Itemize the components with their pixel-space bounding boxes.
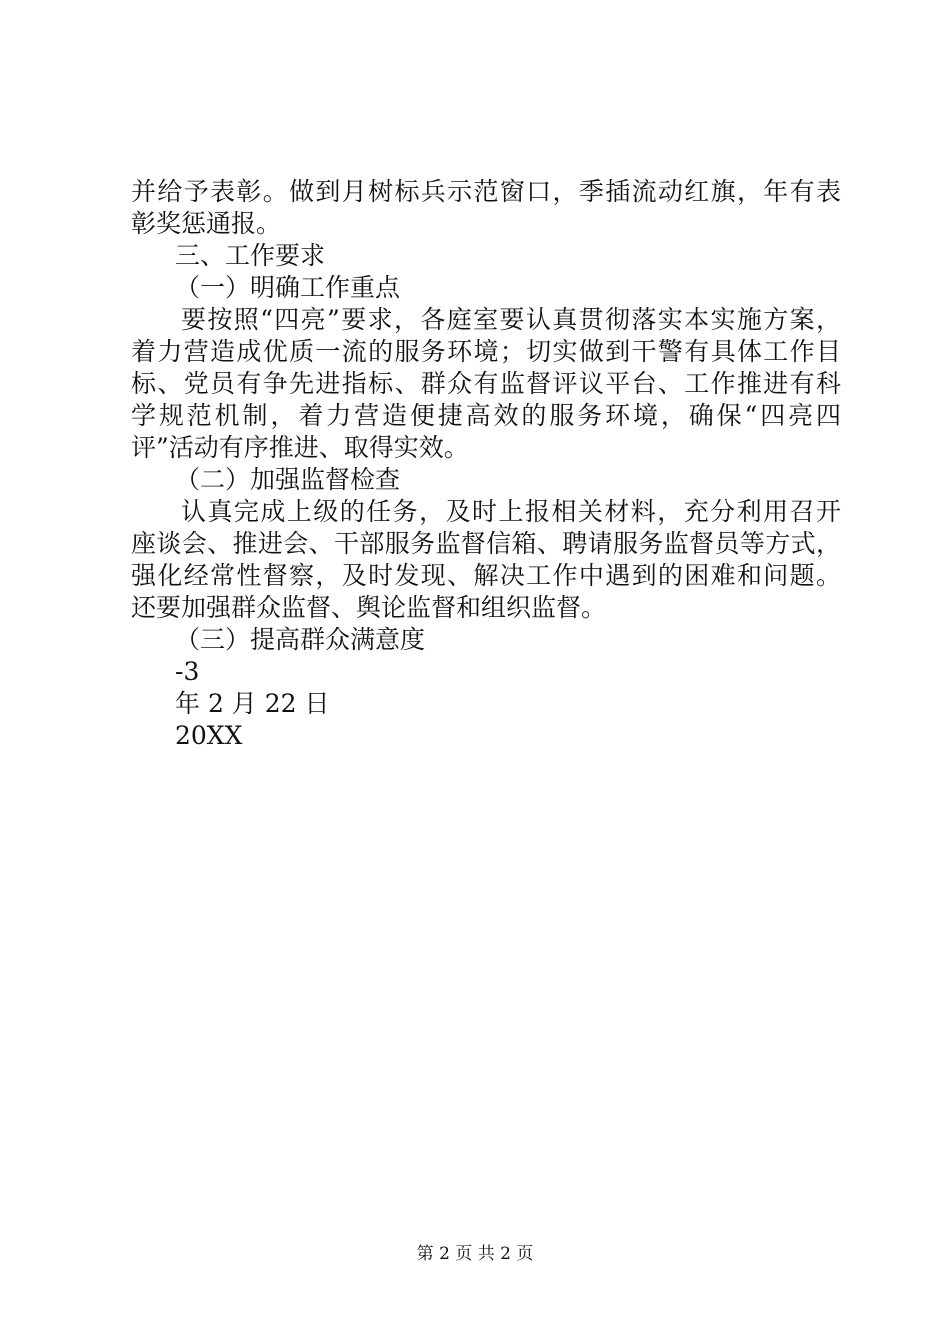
- paragraph-line: 并给予表彰。做到月树标兵示范窗口，季插流动红旗，年有表: [131, 177, 841, 206]
- paragraph-line: 还要加强群众监督、舆论监督和组织监督。: [131, 593, 607, 622]
- section-heading: 三、工作要求: [175, 241, 326, 270]
- paragraph-line: 要按照“四亮”要求，各庭室要认真贯彻落实本实施方案，: [181, 305, 841, 334]
- paragraph-line: 彰奖惩通报。: [131, 209, 282, 238]
- subsection-heading: （二）加强监督检查: [175, 465, 401, 494]
- subsection-heading: （三）提高群众满意度: [175, 625, 426, 654]
- paragraph-line: 强化经常性督察，及时发现、解决工作中遇到的困难和问题。: [131, 561, 841, 590]
- date-line: 年 2 月 22 日: [175, 689, 330, 718]
- year-line: 20XX: [175, 721, 243, 750]
- paragraph-line: 评”活动有序推进、取得实效。: [131, 433, 469, 462]
- paragraph-line: 着力营造成优质一流的服务环境；切实做到干警有具体工作目: [131, 337, 841, 366]
- page-fragment: -3: [175, 657, 200, 686]
- paragraph-line: 认真完成上级的任务，及时上报相关材料，充分利用召开: [181, 497, 841, 526]
- paragraph-line: 标、党员有争先进指标、群众有监督评议平台、工作推进有科: [131, 369, 841, 398]
- paragraph-line: 座谈会、推进会、干部服务监督信箱、聘请服务监督员等方式，: [131, 529, 841, 558]
- page-number-footer: 第 2 页 共 2 页: [416, 1244, 534, 1264]
- paragraph-line: 学规范机制，着力营造便捷高效的服务环境，确保“四亮四: [131, 401, 841, 430]
- subsection-heading: （一）明确工作重点: [175, 273, 401, 302]
